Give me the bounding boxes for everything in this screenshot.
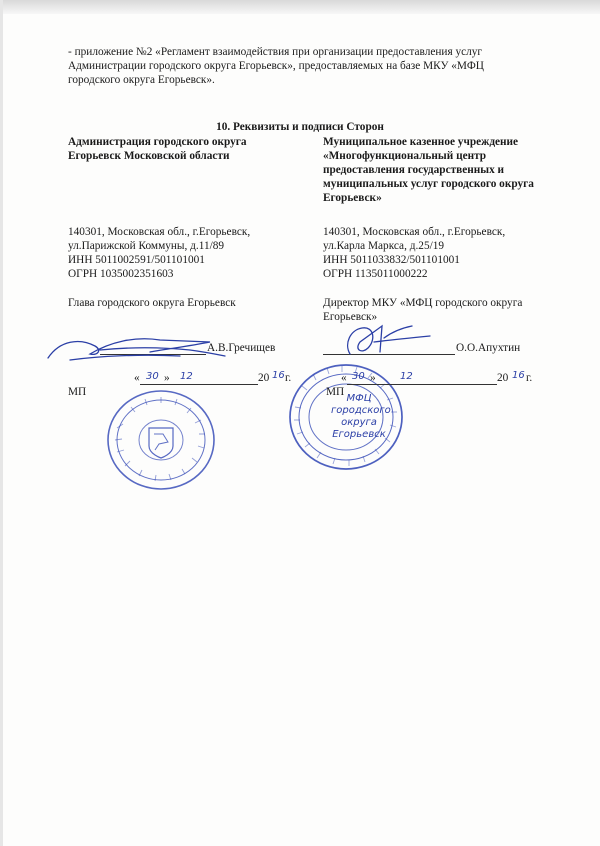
right-position-2: Егорьевск» <box>323 311 378 323</box>
right-mp: МП <box>326 386 345 398</box>
right-party-name-1: Муниципальное казенное учреждение <box>323 136 519 148</box>
right-ogrn: ОГРН 1135011000222 <box>323 268 428 280</box>
left-date-year: 16 <box>272 370 285 381</box>
right-party-name-4: муниципальных услуг городского округа <box>323 178 534 190</box>
left-signature-scribble <box>40 330 240 370</box>
left-signer-name: А.В.Гречищев <box>207 342 276 354</box>
left-address-2: ул.Парижской Коммуны, д.11/89 <box>68 240 225 252</box>
left-inn: ИНН 5011002591/501101001 <box>68 254 205 266</box>
right-address-1: 140301, Московская обл., г.Егорьевск, <box>323 226 506 238</box>
left-year-prefix: 20 <box>258 372 270 384</box>
right-year-suffix: г. <box>526 372 533 384</box>
mfc-seal-text-4: Егорьевск <box>332 429 386 440</box>
mfc-seal-text-3: округа <box>341 417 377 428</box>
left-ogrn: ОГРН 1035002351603 <box>68 268 174 280</box>
left-year-suffix: г. <box>285 372 292 384</box>
intro-line-1: - приложение №2 «Регламент взаимодействия при организации предоставления услуг <box>68 46 483 58</box>
left-mp: МП <box>68 386 87 398</box>
left-date-close: » <box>164 372 170 384</box>
right-date-line <box>347 384 497 385</box>
section-title: 10. Реквизиты и подписи Сторон <box>216 121 384 133</box>
mfc-seal-text <box>331 393 391 441</box>
right-party-name-3: предоставления государственных и <box>323 164 505 176</box>
right-inn: ИНН 5011033832/501101001 <box>323 254 460 266</box>
intro-line-2: Администрации городского округа Егорьевск», предоставляемых на базе МКУ «МФЦ <box>68 60 484 72</box>
left-date-day: 30 <box>146 371 159 382</box>
right-date-open: « <box>341 372 347 384</box>
right-party-name-2: «Многофункциональный центр <box>323 150 487 162</box>
left-party-name-2: Егорьевск Московской области <box>68 150 230 162</box>
left-address-1: 140301, Московская обл., г.Егорьевск, <box>68 226 251 238</box>
right-date-close: » <box>370 372 376 384</box>
right-party-name-5: Егорьевск» <box>323 192 382 204</box>
mfc-seal-text-1: МФЦ <box>346 393 372 404</box>
administration-seal <box>105 388 217 492</box>
left-position: Глава городского округа Егорьевск <box>68 297 236 309</box>
right-position-1: Директор МКУ «МФЦ городского округа <box>323 297 523 309</box>
right-date-month: 12 <box>400 371 413 382</box>
left-date-month: 12 <box>180 371 193 382</box>
left-party-name-1: Администрация городского округа <box>68 136 247 148</box>
right-address-2: ул.Карла Маркса, д.25/19 <box>323 240 445 252</box>
intro-line-3: городского округа Егорьевск». <box>68 74 215 86</box>
left-date-open: « <box>134 372 140 384</box>
scan-shadow-top <box>0 0 600 14</box>
left-date-line <box>140 384 258 385</box>
right-signer-name: О.О.Апухтин <box>456 342 521 354</box>
mfc-seal-text-2: городского <box>331 405 391 416</box>
right-date-year: 16 <box>512 370 525 381</box>
right-signature-scribble <box>330 318 440 364</box>
right-year-prefix: 20 <box>497 372 509 384</box>
right-date-day: 30 <box>352 371 365 382</box>
